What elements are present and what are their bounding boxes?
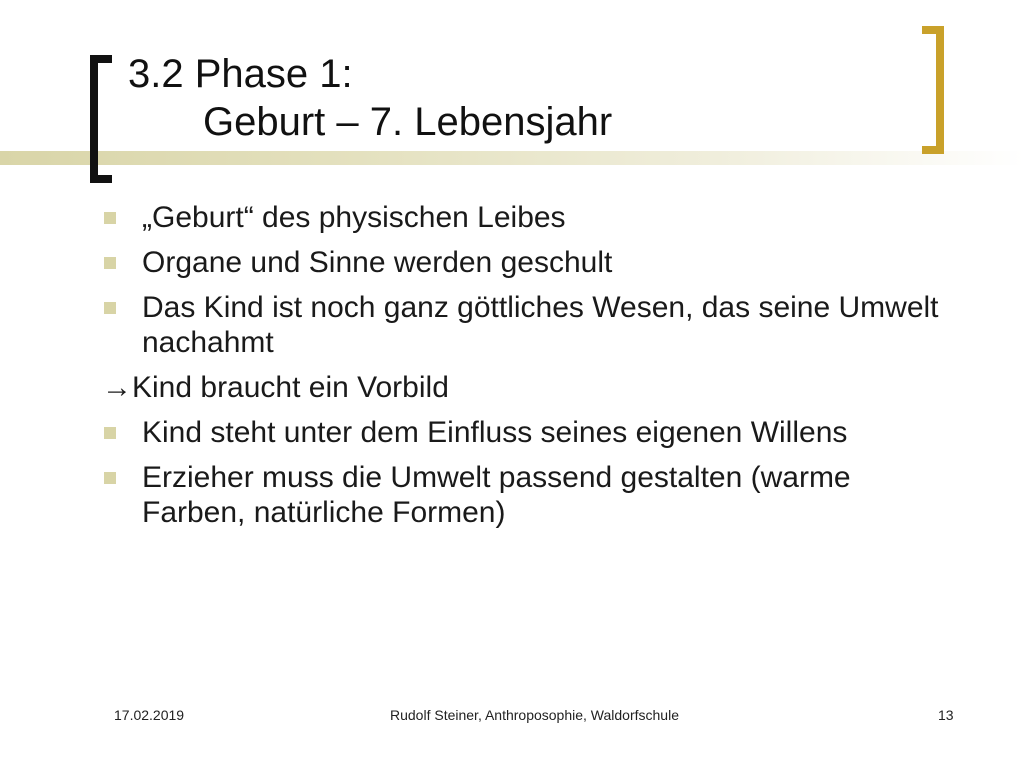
slide-title xyxy=(128,50,908,146)
list-item-text: Organe und Sinne werden geschult xyxy=(142,246,613,279)
right-bracket-decoration xyxy=(922,26,944,154)
square-bullet-icon xyxy=(104,302,116,314)
arrow-right-icon: → xyxy=(102,371,132,404)
arrow-item-text: Kind braucht ein Vorbild xyxy=(132,371,449,404)
square-bullet-icon xyxy=(104,257,116,269)
title-rule xyxy=(0,151,1024,165)
arrow-item xyxy=(100,370,950,405)
footer-title: Rudolf Steiner, Anthroposophie, Waldorfschule xyxy=(390,707,679,723)
list-item xyxy=(100,460,950,530)
list-item-text: Kind steht unter dem Einfluss seines eigenen Willens xyxy=(142,416,848,449)
square-bullet-icon xyxy=(104,472,116,484)
list-item xyxy=(100,415,950,450)
slide-title-line-2: Geburt – 7. Lebensjahr xyxy=(203,100,613,144)
content-list xyxy=(100,200,950,540)
list-item-text: „Geburt“ des physischen Leibes xyxy=(142,201,566,234)
square-bullet-icon xyxy=(104,427,116,439)
slide-title-line-1: 3.2 Phase 1: xyxy=(128,52,353,96)
list-item-text: Erzieher muss die Umwelt passend gestalten (warme Farben, natürliche Formen) xyxy=(142,461,851,529)
left-bracket-decoration xyxy=(90,55,112,183)
square-bullet-icon xyxy=(104,212,116,224)
list-item-text: Das Kind ist noch ganz göttliches Wesen, das seine Umwelt nachahmt xyxy=(142,291,939,359)
list-item xyxy=(100,200,950,235)
page-number: 13 xyxy=(938,707,954,723)
footer-date: 17.02.2019 xyxy=(114,707,185,723)
list-item xyxy=(100,290,950,360)
list-item xyxy=(100,245,950,280)
